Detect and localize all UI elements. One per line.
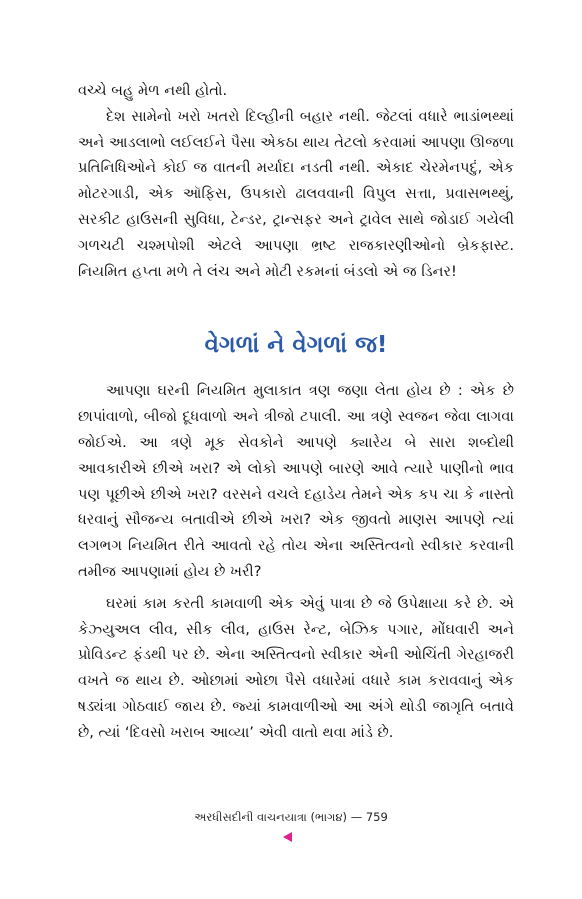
previous-page-arrow-icon[interactable] <box>283 832 292 842</box>
lead-paragraph: વચ્ચે બહુ મેળ નથી હોતો. <box>78 82 228 99</box>
section-title: વેગળાં ને વેગળાં જ! <box>204 332 388 359</box>
page-footer: અરધીસદીની વાચનયાત્રા (ભાગ૪) — 759 <box>194 810 388 824</box>
paragraph-3: ઘરમાં કામ કરતી કામવાળી એક એવું પાત્રા છે જે ઉપેક્ષાયા કરે છે. એ કેઝ્યુઅલ લીવ, સીક લીવ, હાઉસ રેન્ટ, બેઝિક પગાર, મોંઘવારી અને પ્રોવિડન્ટ ફંડથી પર છે. એના અસ્તિત્વનો સ્વીકાર એની ઓચિંતી ગેરહાજરી વખતે જ થાય છે. ઓછામાં ઓછા પૈસે વધારેમાં વધારે કામ કરાવવાનું એક ષડ્યંત્રા ગોઠવાઈ જાય છે. જ્યાં કામવાળીઓ આ અંગે થોડી જાગૃતિ બતાવે છે, ત્યાં ‘દિવસો ખરાબ આવ્યા’ એવી વાતો થવા માંડે છે. <box>78 594 514 741</box>
page-body <box>78 78 514 746</box>
paragraph-2: આપણા ઘરની નિયમિત મુલાકાત ત્રણ જણા લેતા હોય છે : એક છે છાપાંવાળો, બીજો દૂધવાળો અને ત્રીજો ટપાલી. આ ત્રણે સ્વજન જેવા લાગવા જોઈએ. આ ત્રણે મૂક સેવકોને આપણે ક્યારેય બે સારા શબ્દોથી આવકારીએ છીએ ખરા? એ લોકો આપણે બારણે આવે ત્યારે પાણીનો ભાવ પણ પૂછીએ છીએ ખરા? વરસને વચલે દહાડેય તેમને એક કપ ચા કે નાસ્તો ધરવાનું સૌજન્ય બતાવીએ છીએ ખરા? એક જીવતો માણસ આપણે ત્યાં લગભગ નિયમિત રીતે આવતો રહે તોય એના અસ્તિત્વનો સ્વીકાર કરવાની તમીજ આપણામાં હોય છે ખરી? <box>78 382 514 580</box>
paragraph-1: દેશ સામેનો ખરો ખતરો દિલ્હીની બહાર નથી. જેટલાં વધારે ભાડાંભથ્થાં અને આડલાભો લઈલઈને પૈસા એકઠા થાય તેટલો કરવામાં આપણા ઊજળા પ્રતિનિધિઓને કોઈ જ વાતની મર્યાદા નડતી નથી. એકાદ ચેરમેનપદું, એક મોટરગાડી, એક ઑફિસ, ઉપકારો ઢાલવવાની વિપુલ સત્તા, પ્રવાસભથ્થું, સરકીટ હાઉસની સુવિધા, ટેન્ડર, ટ્રાન્સફર અને ટ્રાવેલ સાથે જોડાઈ ગયેલી ગળચટી ચશ્મપોશી એટલે આપણા ભ્રષ્ટ રાજકારણીઓનો બ્રેકફાસ્ટ. નિયમિત હપ્તા મળે તે લંચ અને મોટી રકમનાં બંડલો એ જ ડિનર! <box>78 107 514 280</box>
